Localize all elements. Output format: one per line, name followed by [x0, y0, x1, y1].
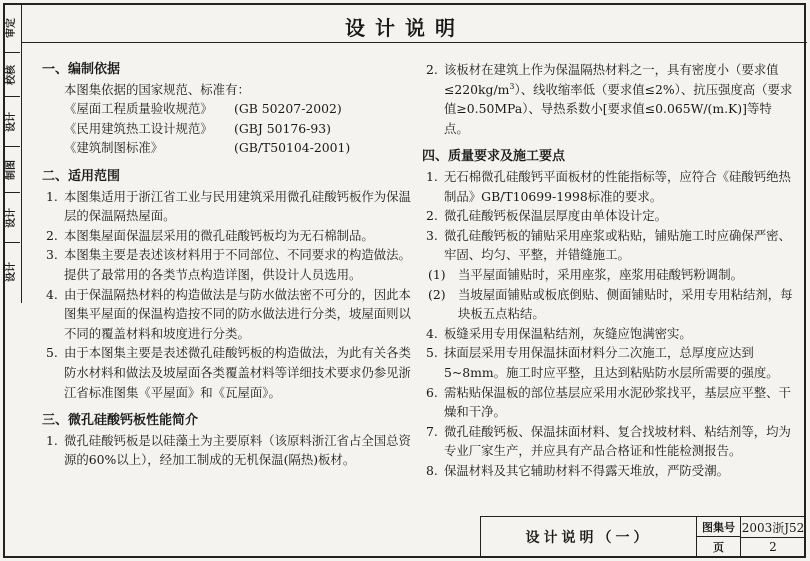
list-item: 6. 需粘贴保温板的部位基层应采用水泥砂浆找平，基层应平整、干燥和干净。 [426, 384, 791, 420]
left-column [42, 60, 412, 470]
reference-code: (GB 50207-2002) [234, 101, 342, 117]
reference-name: 《建筑制图标准》 [64, 140, 164, 156]
list-item: 5. 由于本图集主要是表述微孔硅酸钙板的构造做法，为此有关各类防水材料和做法及坡屋面各类覆盖材料等详细技术要求仍参见浙江省标准图集《平屋面》和《瓦屋面》。 [46, 345, 411, 400]
reference-row [64, 99, 412, 119]
section-heading-quality: 四、质量要求及施工要点 [422, 149, 566, 165]
section-heading-properties: 三、微孔硅酸钙板性能简介 [42, 413, 199, 429]
page-label: 页 [697, 537, 741, 557]
list-item: 1. 无石棉微孔硅酸钙平面板材的性能指标等，应符合《硅酸钙绝热制品》GB/T10699-1998标准的要求。 [426, 168, 791, 204]
right-column [422, 60, 794, 480]
title-divider [22, 42, 807, 43]
reference-row [64, 138, 412, 158]
sidebar-cell-check: 校核 [3, 53, 20, 97]
sub-item: (1) 当平屋面铺贴时，采用座浆，座浆用硅酸钙粉调制。 [428, 266, 743, 282]
sidebar-cell-design-3: 设计 [5, 262, 17, 282]
sidebar-cell-draw: 制图 [3, 147, 20, 193]
list-item: 2. 该板材在建筑上作为保温隔热材料之一，具有密度小（要求值$\le 220kg/m^3$）、线收缩率低（要求值≤2%）、抗压强度高（要求值≥0.50MPa）、导热系数小[要求值≤0.065W/(m.K)]等特点。 [426, 62, 793, 136]
reference-name: 《屋面工程质量验收规范》 [64, 101, 213, 117]
list-item: 7. 微孔硅酸钙板、保温抹面材料、复合找坡材料、粘结剂等，均为专业厂家生产，并应具有产品合格证和性能检测报告。 [426, 423, 791, 459]
section-heading-basis: 一、编制依据 [42, 62, 121, 77]
list-item: 3. 微孔硅酸钙板的铺贴采用座浆或粘贴，铺贴施工时应确保严密、牢固、均匀、平整，并错缝施工。 [426, 227, 791, 263]
reference-code: (GBJ 50176-93) [234, 120, 331, 136]
list-item: 5. 抹面层采用专用保温抹面材料分二次施工，总厚度应达到5~8mm。施工时应平整，且达到粘贴防水层所需要的强度。 [426, 345, 779, 380]
reference-name: 《民用建筑热工设计规范》 [64, 120, 213, 136]
signature-sidebar [3, 3, 22, 303]
list-item: 4. 由于保温隔热材料的构造做法是与防水做法密不可分的，因此本图集平屋面的保温构造按不同的防水做法进行分类，坡屋面则以不同的覆盖材料和坡度进行分类。 [46, 286, 411, 341]
superscript: 3 [509, 81, 515, 91]
properties-text-b: ）、线收缩率低（要求值≤2%）、抗压强度高（要求值≥0.50MPa）、导热系数小[要求值≤0.065W/(m.K)]等特点。 [444, 81, 793, 136]
list-item: 1. 本图集适用于浙江省工业与民用建筑采用微孔硅酸钙板作为保温层的保温隔热屋面。 [46, 188, 411, 224]
sidebar-cell-design-2: 设计 [3, 193, 20, 243]
reference-list [42, 99, 412, 158]
drawing-name: 设计说明（一） [481, 517, 697, 557]
basis-intro: 本图集依据的国家规范、标准有： [64, 81, 250, 97]
list-item: 4. 板缝采用专用保温粘结剂，灰缝应饱满密实。 [426, 325, 692, 341]
list-item: 8. 保温材料及其它辅助材料不得露天堆放，严防受潮。 [426, 462, 729, 478]
reference-code: (GB/T50104-2001) [234, 140, 351, 156]
sub-item: (2) 当坡屋面铺贴或板底倒贴、侧面铺贴时，采用专用粘结剂，每块板五点粘结。 [428, 286, 793, 322]
page-number: 2 [769, 540, 777, 554]
atlas-number-label: 图集号 [697, 517, 741, 537]
list-item: 2. 微孔硅酸钙板保温层厚度由单体设计定。 [426, 208, 668, 224]
reference-row [64, 119, 412, 139]
title-block [480, 516, 806, 558]
sidebar-cell-approve: 审定 [3, 3, 20, 53]
properties-text-a: 该板材在建筑上作为保温隔热材料之一，具有密度小（要求值≤220kg/m [444, 62, 779, 97]
sidebar-cell-design: 设计 [3, 97, 20, 147]
list-item: 2. 本图集屋面保温层采用的微孔硅酸钙板均为无石棉制品。 [46, 227, 374, 243]
section-heading-scope: 二、适用范围 [42, 168, 121, 184]
list-item: 3. 本图集主要是表述该材料用于不同部位、不同要求的构造做法。提供了最常用的各类节点构造详图，供设计人员选用。 [46, 247, 411, 282]
page-title: 设计说明 [345, 16, 465, 40]
list-item: 1. 微孔硅酸钙板是以硅藻土为主要原料（该原料浙江省占全国总资源的60%以上），经加工制成的无机保温(隔热)板材。 [46, 432, 411, 468]
atlas-number-value: 2003浙J52 [741, 517, 805, 538]
